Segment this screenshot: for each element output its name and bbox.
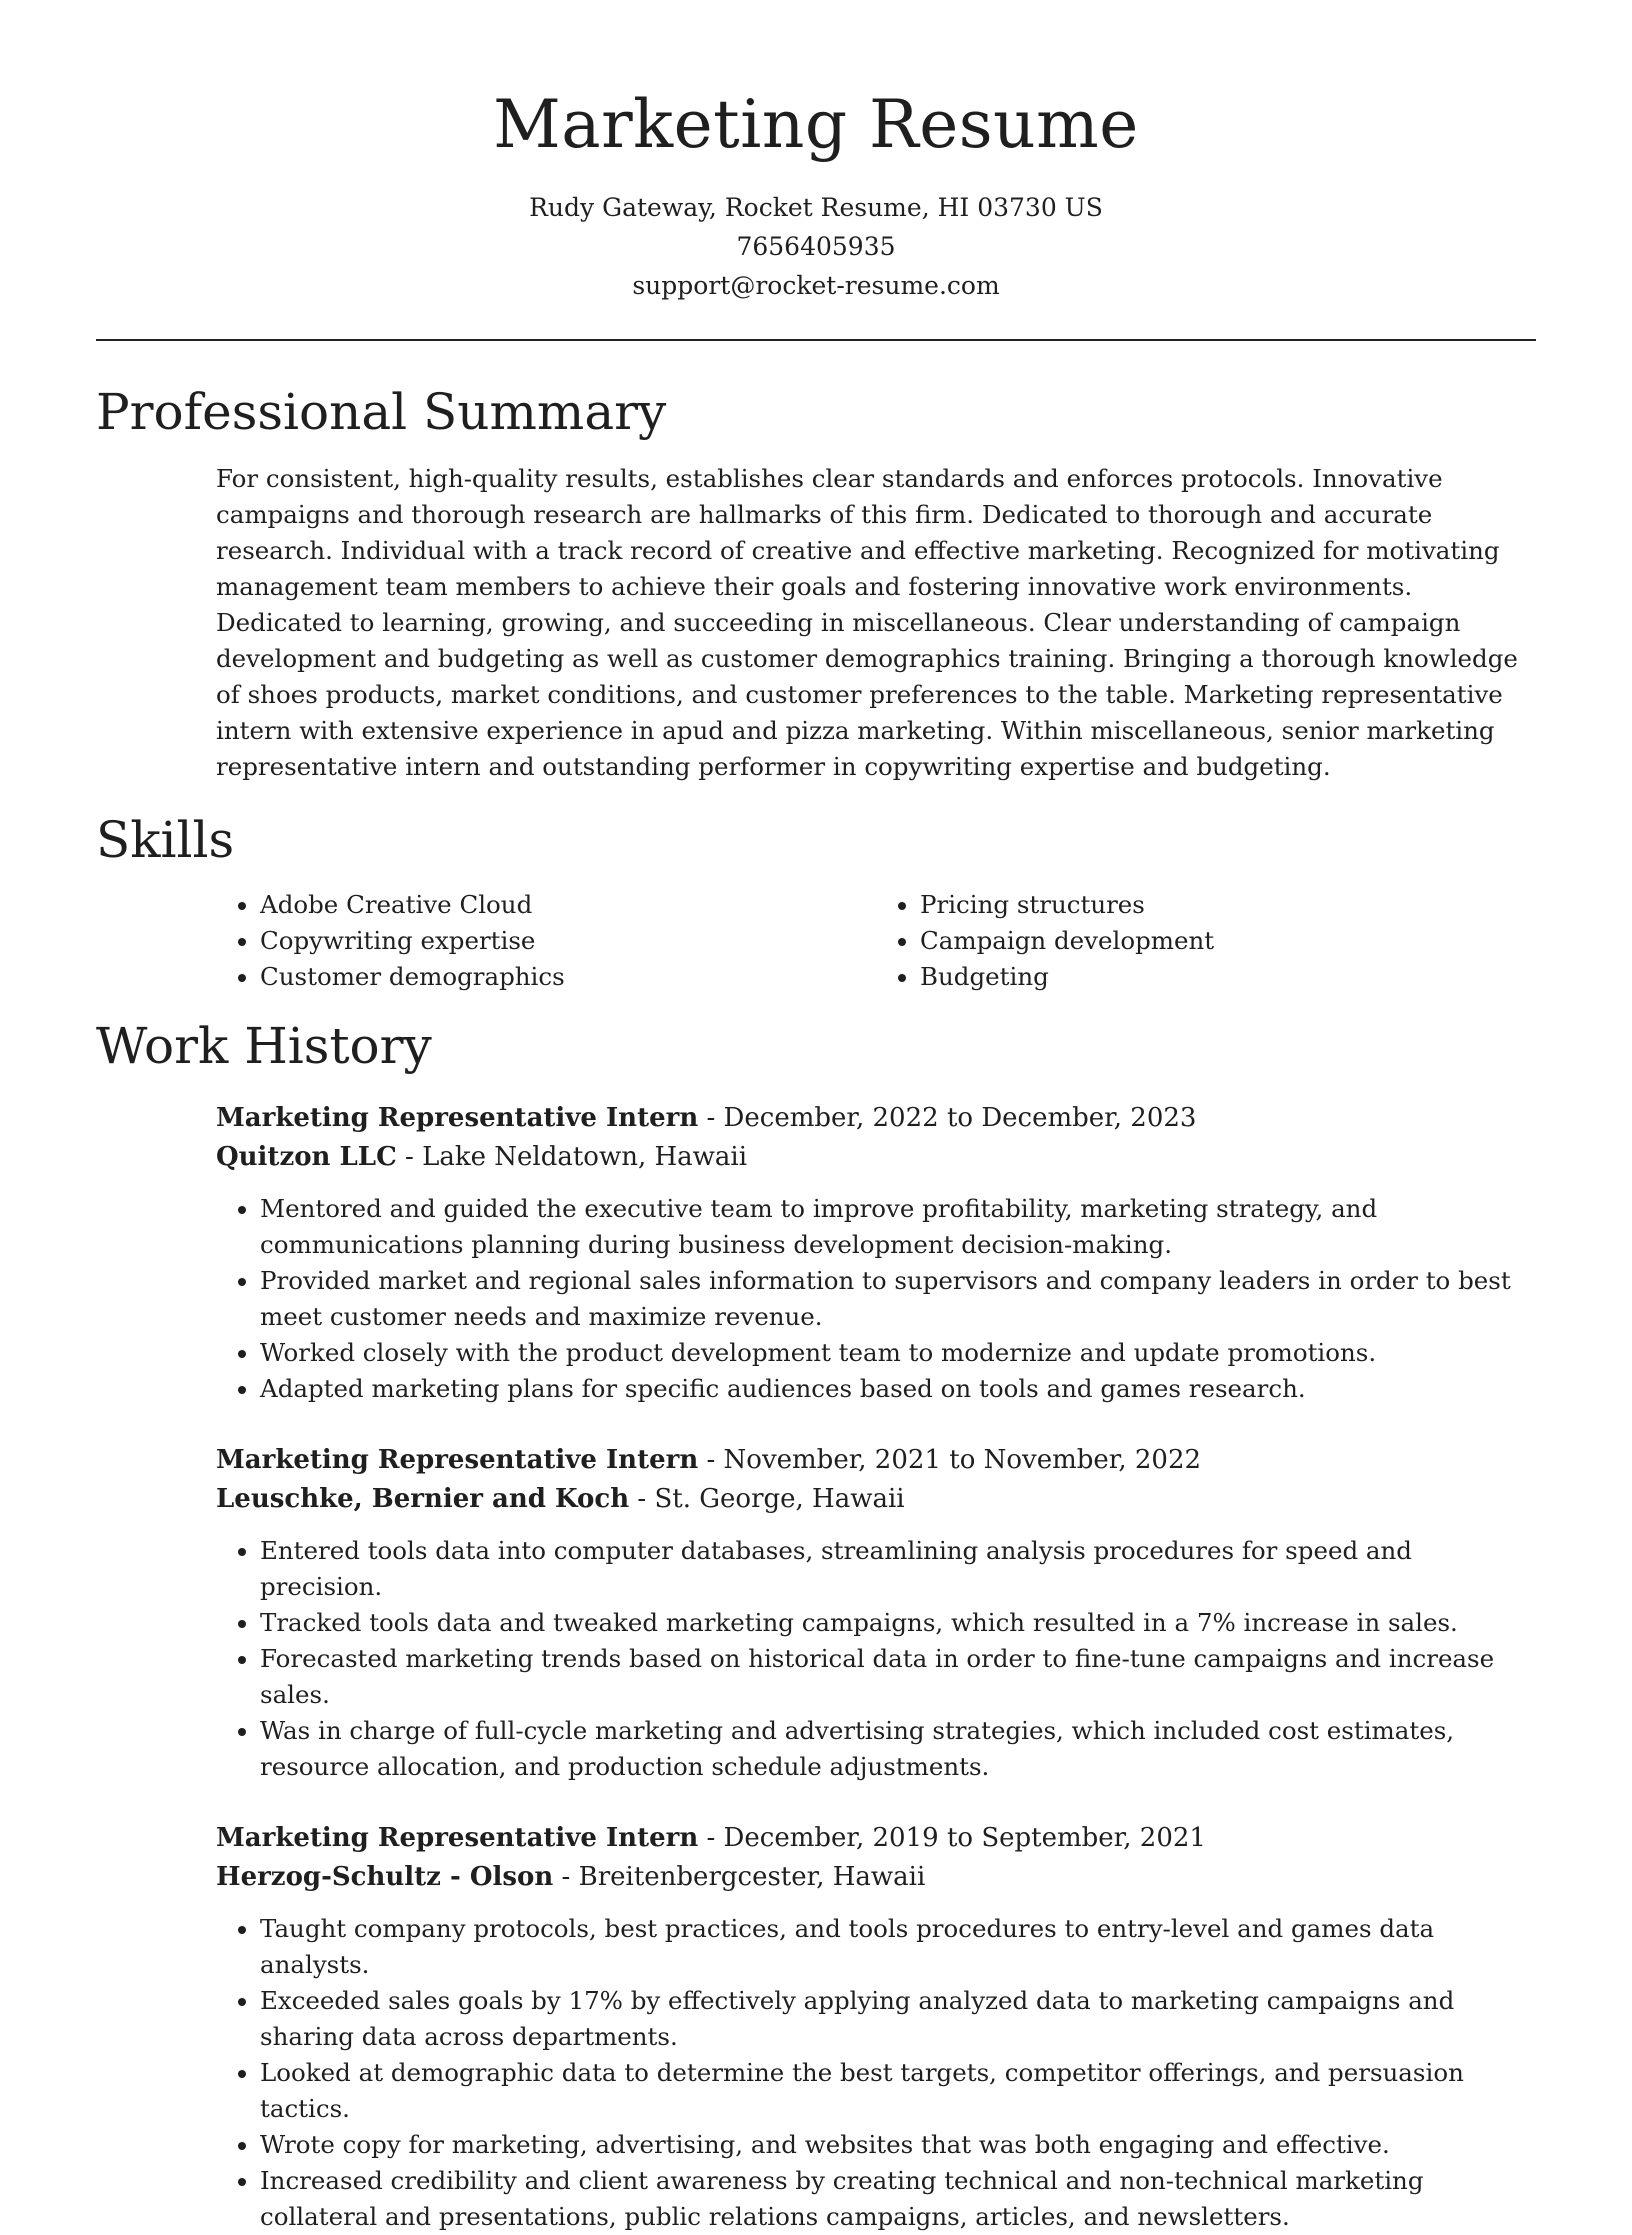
job-bullet: • Tracked tools data and tweaked marketing campaigns, which resulted in a 7% increase in sales. [260, 1605, 1538, 1641]
job-dates: December, 2022 to December, 2023 [723, 1103, 1197, 1133]
job-company-line [216, 1480, 1538, 1519]
skill-item: • Pricing structures [920, 887, 1536, 923]
skill-item: • Budgeting [920, 959, 1536, 995]
work-history-section [96, 1015, 1536, 2235]
skill-item: • Adobe Creative Cloud [260, 887, 876, 923]
job-entry-2 [216, 1441, 1538, 1785]
job-title: Marketing Representative Intern [216, 1103, 699, 1133]
job-bullets [216, 1533, 1538, 1785]
resume-header [96, 0, 1536, 305]
resume-title: Marketing Resume [493, 86, 1139, 163]
job-location: St. George, Hawaii [654, 1484, 905, 1514]
skill-item: • Copywriting expertise [260, 923, 876, 959]
job-bullet: • Taught company protocols, best practices, and tools procedures to entry-level and games data analysts. [260, 1911, 1538, 1983]
professional-summary-section [96, 381, 1536, 785]
job-title-line [216, 1441, 1538, 1480]
contact-address: Rudy Gateway, Rocket Resume, HI 03730 US [529, 193, 1103, 222]
job-bullet: • Was in charge of full-cycle marketing and advertising strategies, which included cost estimates, resource allocation, and production schedule adjustments. [260, 1713, 1538, 1785]
section-heading-summary: Professional Summary [96, 383, 667, 441]
summary-text: For consistent, high-quality results, establishes clear standards and enforces protocols. Innovative campaigns and thorough research are hallmarks of this firm. Dedicated to thorough and accurate research. Individual with a track record of creative and effective marketing. Recognized for motivating management team members to achieve their goals and fostering innovative work environments. Dedicated to learning, growing, and succeeding in miscellaneous. Clear understanding of campaign development and budgeting as well as customer demographics training. Bringing a thorough knowledge of shoes products, market conditions, and customer preferences to the table. Marketing representative intern with extensive experience in apud and pizza marketing. Within miscellaneous, senior marketing representative intern and outstanding performer in copywriting expertise and budgeting. [216, 464, 1518, 781]
skills-section [96, 809, 1536, 995]
contact-email: support@rocket-resume.com [632, 271, 1000, 300]
skill-item: • Customer demographics [260, 959, 876, 995]
job-dates: December, 2019 to September, 2021 [723, 1823, 1206, 1853]
section-heading-work: Work History [96, 1017, 432, 1075]
job-company: Herzog-Schultz - Olson [216, 1862, 554, 1892]
job-bullets [216, 1191, 1538, 1407]
job-title-line [216, 1099, 1538, 1138]
job-company-line [216, 1138, 1538, 1177]
job-bullet: • Worked closely with the product development team to modernize and update promotions. [260, 1335, 1538, 1371]
job-bullet: • Provided market and regional sales information to supervisors and company leaders in order to best meet customer needs and maximize revenue. [260, 1263, 1538, 1335]
job-bullet: • Wrote copy for marketing, advertising, and websites that was both engaging and effective. [260, 2127, 1538, 2163]
section-heading-skills: Skills [96, 811, 235, 869]
job-bullet: • Adapted marketing plans for specific audiences based on tools and games research. [260, 1371, 1538, 1407]
resume-page [96, 0, 1536, 2235]
job-entry-1 [216, 1099, 1538, 1407]
contact-info [96, 188, 1536, 305]
job-entry-3 [216, 1819, 1538, 2235]
skills-grid [216, 887, 1536, 995]
job-bullet: • Mentored and guided the executive team to improve profitability, marketing strategy, and communications planning during business development decision-making. [260, 1191, 1538, 1263]
job-title: Marketing Representative Intern [216, 1823, 699, 1853]
job-dates: November, 2021 to November, 2022 [723, 1445, 1202, 1475]
job-location: Breitenbergcester, Hawaii [578, 1862, 926, 1892]
job-company: Quitzon LLC [216, 1142, 397, 1172]
job-bullet: • Forecasted marketing trends based on historical data in order to fine-tune campaigns and increase sales. [260, 1641, 1538, 1713]
skills-column-right [876, 887, 1536, 995]
header-divider [96, 339, 1536, 341]
job-company: Leuschke, Bernier and Koch [216, 1484, 630, 1514]
job-title-line [216, 1819, 1538, 1858]
job-separator: - [706, 1823, 724, 1853]
job-separator: - [561, 1862, 579, 1892]
job-title: Marketing Representative Intern [216, 1445, 699, 1475]
job-separator: - [637, 1484, 655, 1514]
job-bullet: • Increased credibility and client awareness by creating technical and non-technical marketing collateral and presentations, public relations campaigns, articles, and newsletters. [260, 2163, 1538, 2235]
job-separator: - [706, 1103, 724, 1133]
job-bullet: • Entered tools data into computer databases, streamlining analysis procedures for speed and precision. [260, 1533, 1538, 1605]
job-location: Lake Neldatown, Hawaii [422, 1142, 748, 1172]
job-separator: - [405, 1142, 423, 1172]
contact-phone: 7656405935 [736, 232, 896, 261]
job-bullets [216, 1911, 1538, 2235]
skill-item: • Campaign development [920, 923, 1536, 959]
job-bullet: • Exceeded sales goals by 17% by effectively applying analyzed data to marketing campaigns and sharing data across departments. [260, 1983, 1538, 2055]
skills-column-left [216, 887, 876, 995]
job-company-line [216, 1858, 1538, 1897]
job-bullet: • Looked at demographic data to determine the best targets, competitor offerings, and persuasion tactics. [260, 2055, 1538, 2127]
job-separator: - [706, 1445, 724, 1475]
